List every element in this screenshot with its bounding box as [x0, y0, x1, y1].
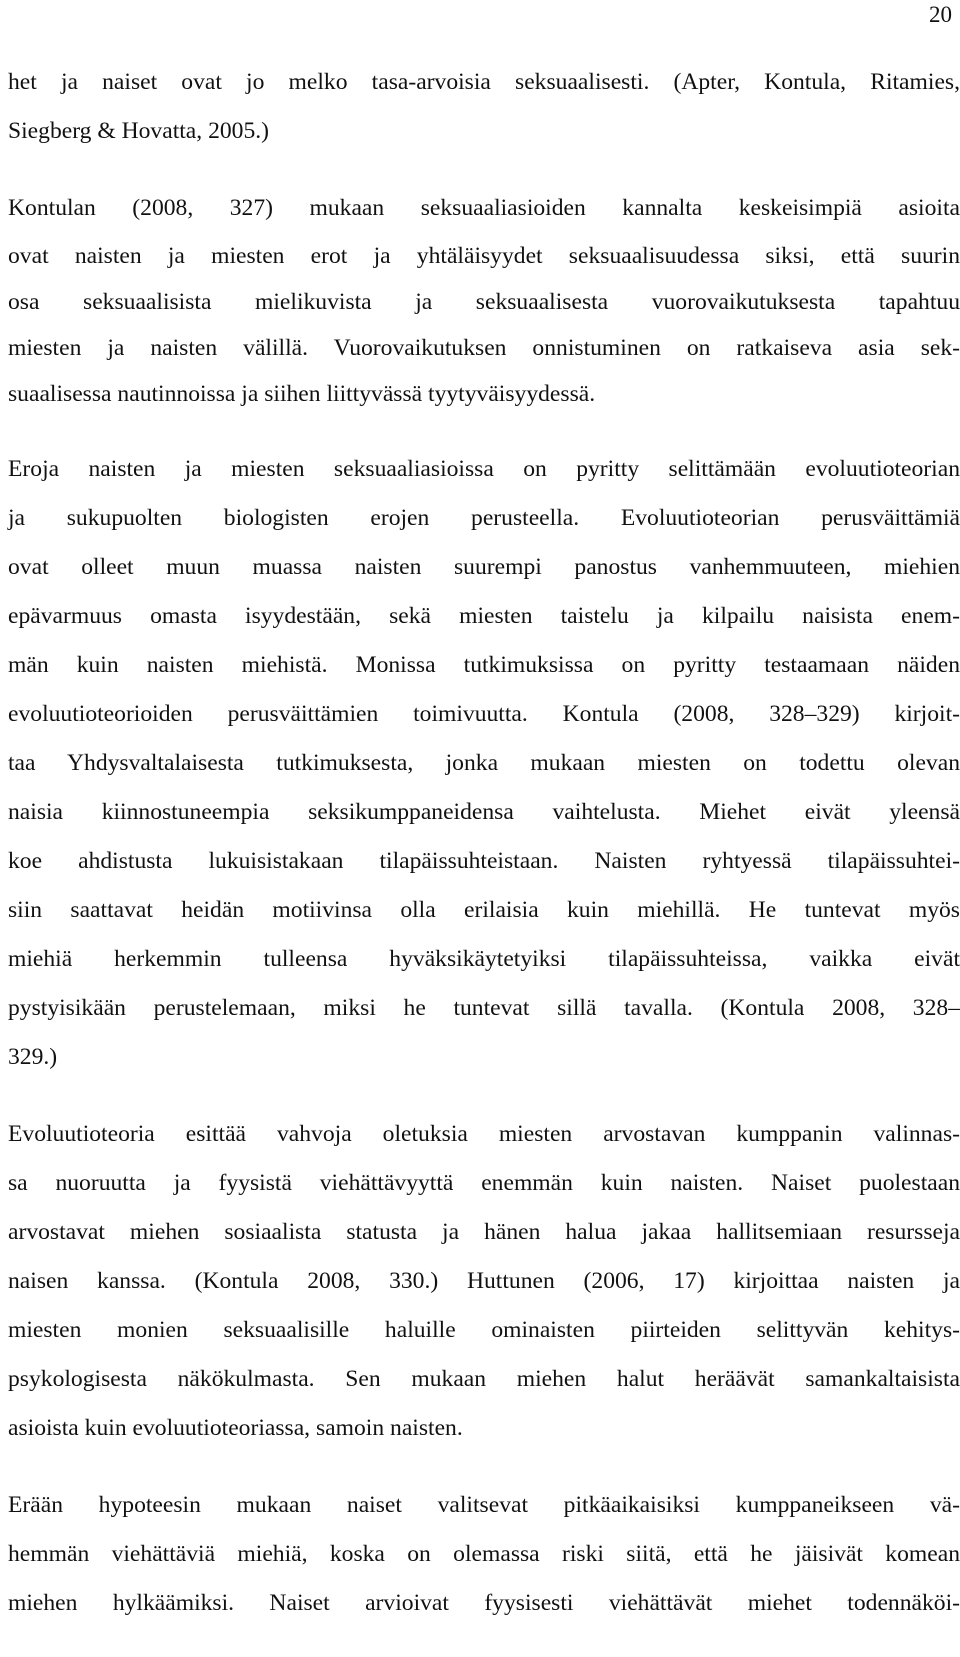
text-line: Siegberg & Hovatta, 2005.): [8, 118, 270, 144]
text-line: asioista kuin evoluutioteoriassa, samoin naisten.: [8, 1415, 463, 1441]
text-line: ovat olleet muun muassa naisten suurempi panostus vanhemmuuteen, miehien: [8, 554, 960, 580]
text-line: naisen kanssa. (Kontula 2008, 330.) Huttunen (2006, 17) kirjoittaa naisten ja: [8, 1268, 960, 1294]
text-line: sa nuoruutta ja fyysistä viehättävyyttä enemmän kuin naisten. Naiset puolestaan: [8, 1170, 960, 1196]
text-line: ja sukupuolten biologisten erojen perusteella. Evoluutioteorian perusväittämiä: [8, 505, 960, 531]
text-line: hemmän viehättäviä miehiä, koska on olemassa riski siitä, että he jäisivät komean: [8, 1541, 960, 1567]
paragraph: [8, 184, 960, 417]
text-line: naisia kiinnostuneempia seksikumppaneidensa vaihtelusta. Miehet eivät yleensä: [8, 799, 960, 825]
text-line: miesten monien seksuaalisille haluille ominaisten piirteiden selittyvän kehitys-: [8, 1317, 960, 1343]
text-line: Evoluutioteoria esittää vahvoja oletuksia miesten arvostavan kumppanin valinnas-: [8, 1121, 960, 1147]
text-line: arvostavat miehen sosiaalista statusta ja hänen halua jakaa hallitsemiaan resursseja: [8, 1219, 960, 1245]
text-line: koe ahdistusta lukuisistakaan tilapäissuhteistaan. Naisten ryhtyessä tilapäissuhtei-: [8, 848, 960, 874]
text-line: 329.): [8, 1044, 58, 1070]
text-line: evoluutioteorioiden perusväittämien toimivuutta. Kontula (2008, 328–329) kirjoit-: [8, 701, 960, 727]
paragraph: [8, 1110, 960, 1453]
text-line: psykologisesta näkökulmasta. Sen mukaan miehen halut heräävät samankaltaisista: [8, 1366, 960, 1392]
text-line: siin saattavat heidän motiivinsa olla erilaisia kuin miehillä. He tuntevat myös: [8, 897, 960, 923]
text-line: män kuin naisten miehistä. Monissa tutkimuksissa on pyritty testaamaan näiden: [8, 652, 960, 678]
text-line: ovat naisten ja miesten erot ja yhtäläisyydet seksuaalisuudessa siksi, että suurin: [8, 243, 960, 269]
paragraph: [8, 1481, 960, 1628]
text-line: suaalisessa nautinnoissa ja siihen liittyvässä tyytyväisyydessä.: [8, 381, 596, 407]
paragraph: [8, 445, 960, 1082]
text-line: taa Yhdysvaltalaisesta tutkimuksesta, jonka mukaan miesten on todettu olevan: [8, 750, 960, 776]
text-line: het ja naiset ovat jo melko tasa-arvoisia seksuaalisesti. (Apter, Kontula, Ritamies,: [8, 69, 960, 95]
document-body: [8, 58, 960, 1656]
text-line: miehen hylkäämiksi. Naiset arvioivat fyysisesti viehättävät miehet todennäköi-: [8, 1590, 960, 1616]
text-line: osa seksuaalisista mielikuvista ja seksuaalisesta vuorovaikutuksesta tapahtuu: [8, 289, 960, 315]
text-line: Erään hypoteesin mukaan naiset valitsevat pitkäaikaisiksi kumppaneikseen vä-: [8, 1492, 960, 1518]
text-line: Eroja naisten ja miesten seksuaaliasioissa on pyritty selittämään evoluutioteorian: [8, 456, 960, 482]
text-line: pystyisikään perustelemaan, miksi he tuntevat sillä tavalla. (Kontula 2008, 328–: [8, 995, 960, 1021]
text-line: Kontulan (2008, 327) mukaan seksuaaliasioiden kannalta keskeisimpiä asioita: [8, 195, 960, 221]
text-line: miehiä herkemmin tulleensa hyväksikäytetyiksi tilapäissuhteissa, vaikka eivät: [8, 946, 960, 972]
page-number: 20: [929, 2, 952, 27]
paragraph: [8, 58, 960, 156]
text-line: epävarmuus omasta isyydestään, sekä miesten taistelu ja kilpailu naisista enem-: [8, 603, 960, 629]
text-line: miesten ja naisten välillä. Vuorovaikutuksen onnistuminen on ratkaiseva asia sek-: [8, 335, 960, 361]
